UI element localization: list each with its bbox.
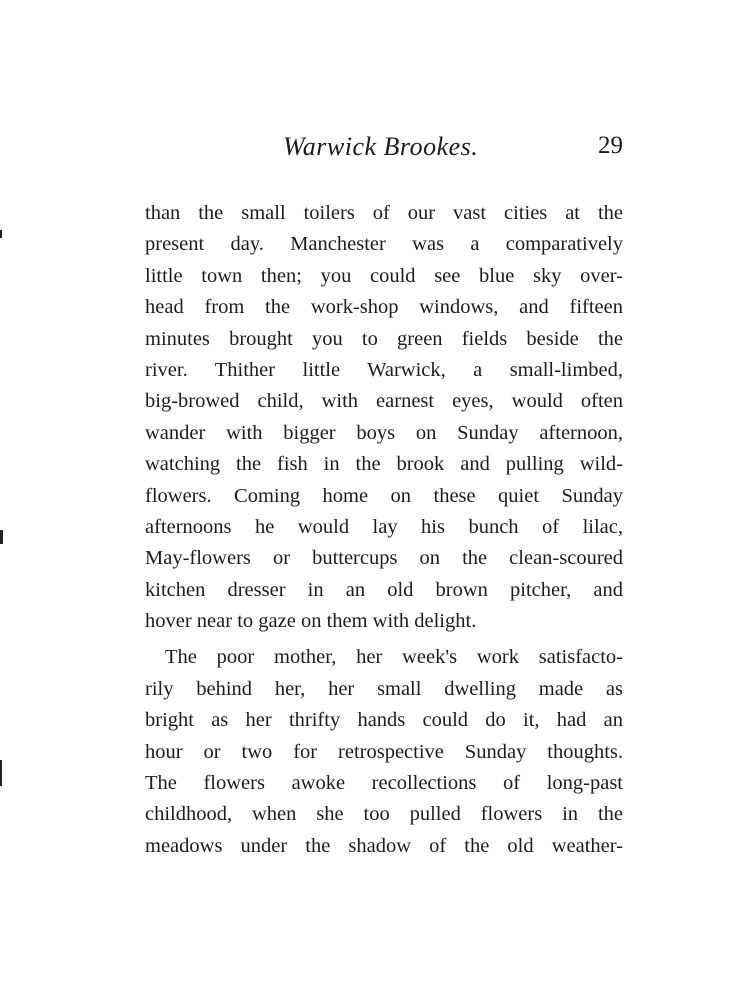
text-line: little town then; you could see blue sky over- — [145, 264, 623, 287]
text-line: than the small toilers of our vast cities at the — [145, 202, 623, 224]
text-line: The poor mother, her week's work satisfacto- — [165, 646, 623, 669]
text-line: The flowers awoke recollections of long-past — [145, 772, 623, 795]
text-line: May-flowers or buttercups on the clean-scoured — [145, 547, 623, 570]
page-number: 29 — [598, 132, 623, 159]
body-text — [145, 198, 623, 862]
text-line: bright as her thrifty hands could do it, had an — [145, 709, 623, 732]
text-line: hour or two for retrospective Sunday thoughts. — [145, 740, 623, 763]
text-line: minutes brought you to green fields beside the — [145, 327, 623, 350]
paragraph — [145, 642, 623, 862]
margin-mark-lower — [0, 760, 2, 786]
text-line: kitchen dresser in an old brown pitcher, and — [145, 578, 623, 601]
text-line: childhood, when she too pulled flowers in the — [145, 803, 623, 826]
paragraph — [145, 198, 623, 637]
text-line: hover near to gaze on them with delight. — [145, 610, 477, 633]
text-line: big-browed child, with earnest eyes, would often — [145, 390, 623, 413]
running-head — [145, 132, 623, 166]
text-line: meadows under the shadow of the old weather- — [145, 834, 623, 857]
text-line: river. Thither little Warwick, a small-limbed, — [145, 358, 623, 381]
text-line: head from the work-shop windows, and fifteen — [145, 296, 623, 319]
text-line: wander with bigger boys on Sunday afternoon, — [145, 421, 623, 444]
text-line: watching the fish in the brook and pulling wild- — [145, 453, 623, 476]
text-line: present day. Manchester was a comparatively — [145, 233, 623, 256]
margin-mark-middle — [0, 530, 3, 544]
running-title: Warwick Brookes. — [283, 132, 479, 161]
text-line: flowers. Coming home on these quiet Sunday — [145, 484, 623, 507]
text-line: rily behind her, her small dwelling made as — [145, 677, 623, 700]
margin-mark-top — [0, 230, 2, 238]
text-line: afternoons he would lay his bunch of lilac, — [145, 515, 623, 538]
